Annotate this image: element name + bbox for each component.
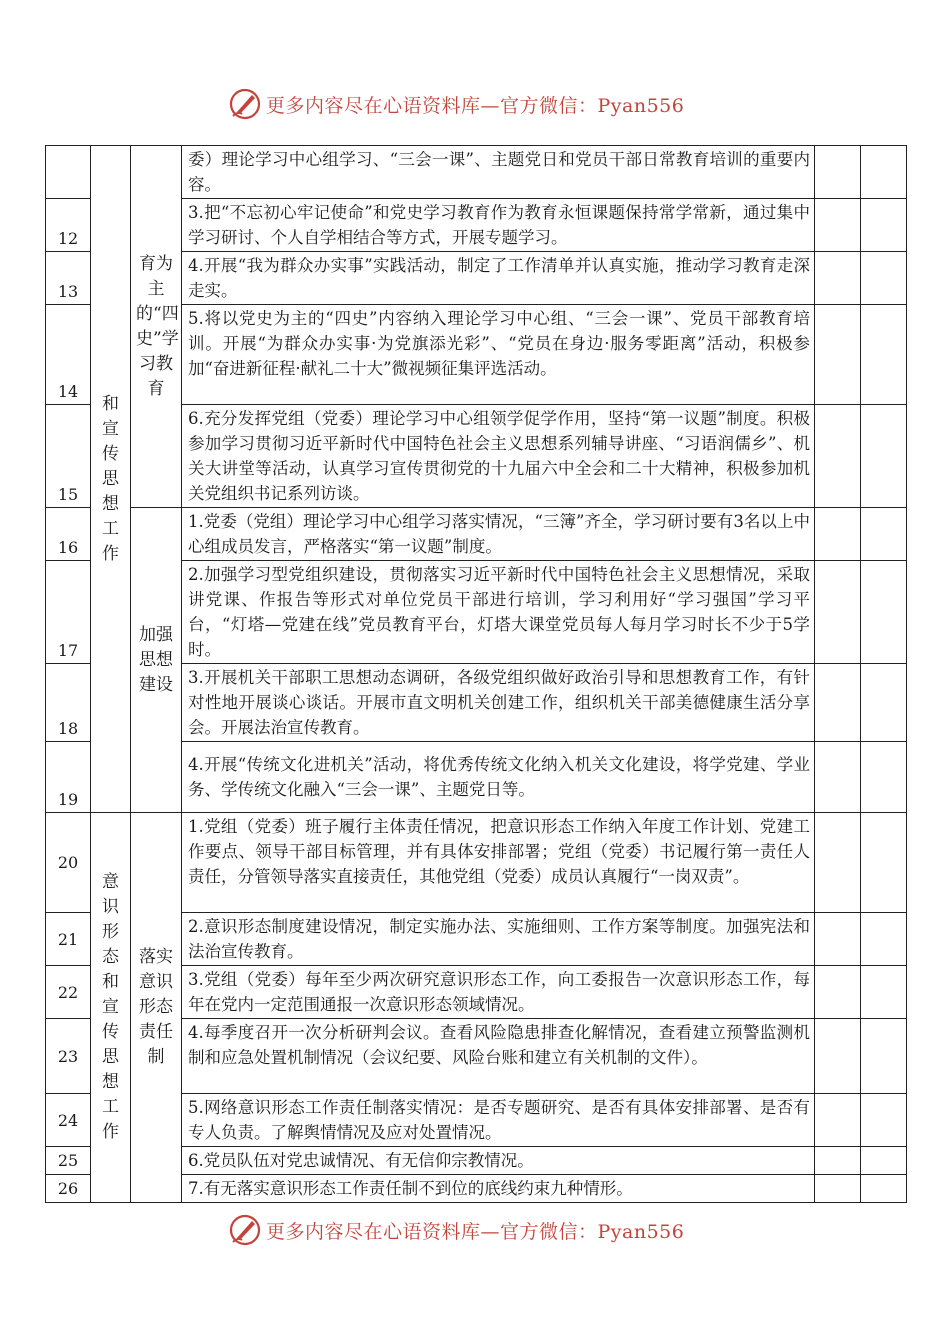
item-content: 3.党组（党委）每年至少两次研究意识形态工作，向工委报告一次意识形态工作，每年在党内一定范围通报一次意识形态领域情况。 — [182, 966, 815, 1019]
subcategory-label: 加强思想建设 — [139, 624, 173, 695]
blank-cell — [861, 813, 907, 913]
pen-logo-icon — [228, 87, 262, 121]
row-number: 20 — [46, 813, 91, 913]
blank-cell — [861, 1094, 907, 1147]
item-content: 1.党组（党委）班子履行主体责任情况，把意识形态工作纳入年度工作计划、党建工作要点、领导干部目标管理，并有具体安排部署；党组（党委）书记履行第一责任人责任，分管领导落实直接责任，其他党组（党委）成员认真履行“一岗双责”。 — [182, 813, 815, 913]
blank-cell — [815, 1175, 861, 1203]
blank-cell — [815, 405, 861, 508]
watermark-banner-bottom — [228, 1210, 684, 1250]
blank-cell — [815, 1147, 861, 1175]
inspection-table — [45, 145, 907, 1203]
blank-cell — [815, 813, 861, 913]
item-content: 5.将以党史为主的“四史”内容纳入理论学习中心组、“三会一课”、党员干部教育培训。开展“为群众办实事·为党旗添光彩”、“党员在身边·服务零距离”活动，积极参加“奋进新征程·献礼二十大”微视频征集评选活动。 — [182, 305, 815, 405]
row-number: 24 — [46, 1094, 91, 1147]
blank-cell — [815, 305, 861, 405]
blank-cell — [861, 146, 907, 199]
item-content: 4.开展“我为群众办实事”实践活动，制定了工作清单并认真实施，推动学习教育走深走实。 — [182, 252, 815, 305]
item-content: 4.开展“传统文化进机关”活动，将优秀传统文化纳入机关文化建设，将学党建、学业务、学传统文化融入“三会一课”、主题党日等。 — [182, 742, 815, 813]
row-number: 16 — [46, 508, 91, 561]
item-content: 1.党委（党组）理论学习中心组学习落实情况，“三簿”齐全，学习研讨要有3名以上中心组成员发言，严格落实“第一议题”制度。 — [182, 508, 815, 561]
item-content: 5.网络意识形态工作责任制落实情况：是否专题研究、是否有具体安排部署、是否有专人负责。了解舆情情况及应对处置情况。 — [182, 1094, 815, 1147]
item-content: 3.开展机关干部职工思想动态调研，各级党组织做好政治引导和思想教育工作，有针对性地开展谈心谈话。开展市直文明机关创建工作，组织机关干部美德健康生活分享会。开展法治宣传教育。 — [182, 664, 815, 742]
row-number: 22 — [46, 966, 91, 1019]
row-number: 25 — [46, 1147, 91, 1175]
item-content: 6.党员队伍对党忠诚情况、有无信仰宗教情况。 — [182, 1147, 815, 1175]
blank-cell — [861, 1019, 907, 1094]
row-number — [46, 146, 91, 199]
blank-cell — [815, 561, 861, 664]
row-number: 21 — [46, 913, 91, 966]
row-number: 26 — [46, 1175, 91, 1203]
blank-cell — [861, 199, 907, 252]
watermark-banner-top — [228, 84, 684, 124]
blank-cell — [861, 913, 907, 966]
category-cell — [91, 146, 131, 813]
pen-logo-icon — [228, 1213, 262, 1247]
table-row — [46, 508, 907, 561]
blank-cell — [815, 966, 861, 1019]
blank-cell — [815, 664, 861, 742]
blank-cell — [815, 913, 861, 966]
blank-cell — [815, 1094, 861, 1147]
subcategory-cell — [131, 146, 182, 508]
blank-cell — [861, 252, 907, 305]
watermark-text: 更多内容尽在心语资料库—官方微信：Pyan556 — [266, 94, 685, 117]
blank-cell — [861, 664, 907, 742]
row-number: 14 — [46, 305, 91, 405]
row-number: 19 — [46, 742, 91, 813]
blank-cell — [861, 405, 907, 508]
blank-cell — [815, 742, 861, 813]
row-number: 15 — [46, 405, 91, 508]
row-number: 18 — [46, 664, 91, 742]
item-content: 3.把“不忘初心牢记使命”和党史学习教育作为教育永恒课题保持常学常新，通过集中学习研讨、个人自学相结合等方式，开展专题学习。 — [182, 199, 815, 252]
subcategory-cell — [131, 508, 182, 813]
row-number: 13 — [46, 252, 91, 305]
watermark-text: 更多内容尽在心语资料库—官方微信：Pyan556 — [266, 1220, 685, 1243]
blank-cell — [815, 252, 861, 305]
table-row — [46, 813, 907, 913]
blank-cell — [815, 146, 861, 199]
subcategory-label: 育为主的“四史”学习教育 — [136, 253, 179, 399]
item-content: 7.有无落实意识形态工作责任制不到位的底线约束九种情形。 — [182, 1175, 815, 1203]
item-content: 2.加强学习型党组织建设，贯彻落实习近平新时代中国特色社会主义思想情况，采取讲党课、作报告等形式对单位党员干部进行培训，学习利用好“学习强国”学习平台，“灯塔—党建在线”党员教育平台，灯塔大课堂党员每人每月学习时长不少于5学时。 — [182, 561, 815, 664]
item-content: 4.每季度召开一次分析研判会议。查看风险隐患排查化解情况，查看建立预警监测机制和应急处置机制情况（会议纪要、风险台账和建立有关机制的文件）。 — [182, 1019, 815, 1094]
blank-cell — [861, 508, 907, 561]
blank-cell — [861, 742, 907, 813]
blank-cell — [861, 966, 907, 1019]
blank-cell — [861, 561, 907, 664]
category-cell — [91, 813, 131, 1203]
blank-cell — [861, 1147, 907, 1175]
row-number: 12 — [46, 199, 91, 252]
row-number: 23 — [46, 1019, 91, 1094]
item-content: 委）理论学习中心组学习、“三会一课”、主题党日和党员干部日常教育培训的重要内容。 — [182, 146, 815, 199]
subcategory-cell — [131, 813, 182, 1203]
category-label: 意识形态和宣传思想工作 — [102, 872, 119, 1142]
category-label: 和宣传思想工作 — [102, 393, 119, 564]
blank-cell — [815, 1019, 861, 1094]
table-row — [46, 146, 907, 199]
subcategory-label: 落实意识形态责任制 — [139, 947, 173, 1067]
item-content: 2.意识形态制度建设情况，制定实施办法、实施细则、工作方案等制度。加强宪法和法治宣传教育。 — [182, 913, 815, 966]
blank-cell — [861, 1175, 907, 1203]
item-content: 6.充分发挥党组（党委）理论学习中心组领学促学作用，坚持“第一议题”制度。积极参加学习贯彻习近平新时代中国特色社会主义思想系列辅导讲座、“习语润儒乡”、机关大讲堂等活动，认真学习宣传贯彻党的十九届六中全会和二十大精神，积极参加机关党组织书记系列访谈。 — [182, 405, 815, 508]
blank-cell — [815, 199, 861, 252]
blank-cell — [861, 305, 907, 405]
row-number: 17 — [46, 561, 91, 664]
blank-cell — [815, 508, 861, 561]
